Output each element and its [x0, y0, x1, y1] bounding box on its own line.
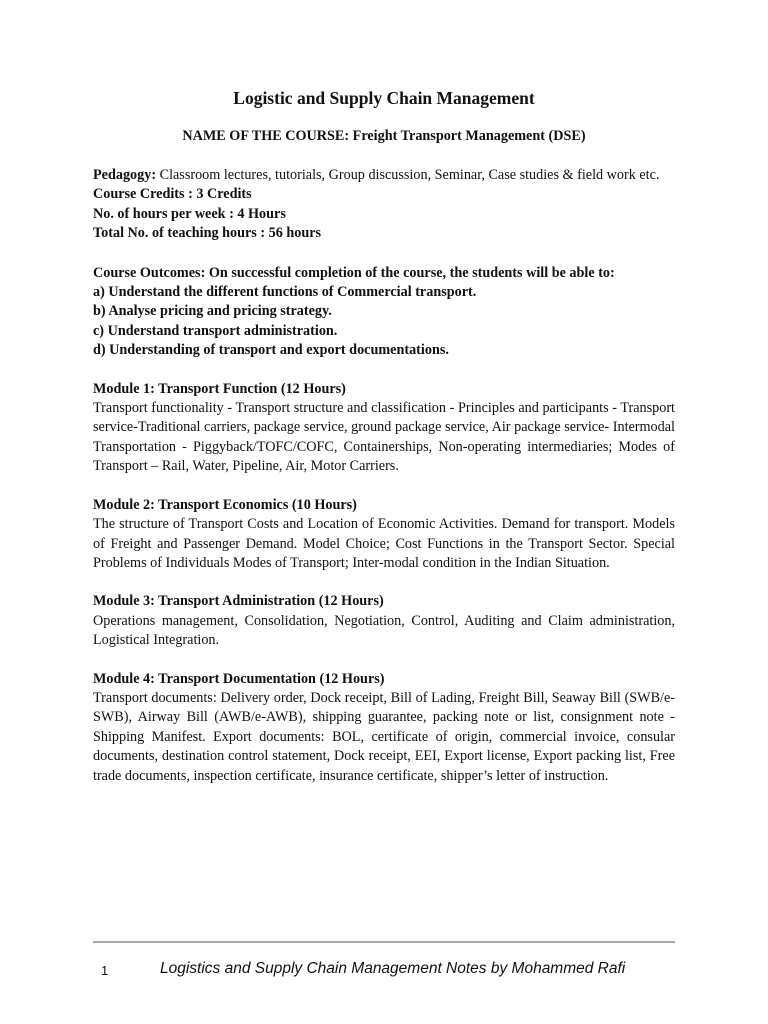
- outcomes-intro: Course Outcomes: On successful completion of the course, the students will be able to:: [93, 264, 615, 281]
- module-3: [93, 592, 675, 650]
- footer-text: Logistics and Supply Chain Management Notes by Mohammed Rafi: [160, 960, 626, 977]
- course-info: [93, 166, 675, 244]
- module-title: Module 1: Transport Function (12 Hours): [93, 380, 346, 397]
- module-title: Module 4: Transport Documentation (12 Hours): [93, 670, 385, 687]
- course-credits: Course Credits : 3 Credits: [93, 186, 252, 203]
- course-outcomes: [93, 264, 675, 361]
- outcome-item: c) Understand transport administration.: [93, 322, 338, 339]
- module-1: [93, 380, 675, 477]
- page-number: 1: [101, 963, 109, 978]
- footer-divider: [93, 941, 675, 943]
- module-body: Operations management, Consolidation, Negotiation, Control, Auditing and Claim administration, Logistical Integration.: [93, 612, 675, 649]
- module-body: The structure of Transport Costs and Location of Economic Activities. Demand for transport. Models of Freight and Passenger Demand. Model Choice; Cost Functions in the Transport Sector. Special Problems of Individuals Modes of Transport; Inter-modal condition in the Indian Situation.: [93, 516, 675, 571]
- module-2: [93, 496, 675, 574]
- pedagogy-text: Classroom lectures, tutorials, Group discussion, Seminar, Case studies & field work etc.: [156, 167, 660, 183]
- document-title: Logistic and Supply Chain Management: [233, 88, 535, 108]
- module-title: Module 2: Transport Economics (10 Hours): [93, 496, 357, 513]
- module-4: [93, 670, 675, 786]
- module-title: Module 3: Transport Administration (12 Hours): [93, 593, 384, 610]
- course-name: NAME OF THE COURSE: Freight Transport Management (DSE): [182, 128, 586, 144]
- hours-per-week: No. of hours per week : 4 Hours: [93, 205, 286, 222]
- module-body: Transport functionality - Transport structure and classification - Principles and participants - Transport service-Traditional carriers, package service, ground package service, Air package service- Intermodal Transportation - Piggyback/TOFC/COFC, Containerships, Non-operating intermediaries; Modes of Transport – Rail, Water, Pipeline, Air, Motor Carriers.: [93, 400, 675, 475]
- page-content: [93, 86, 675, 786]
- outcome-item: d) Understanding of transport and export documentations.: [93, 342, 449, 359]
- module-body: Transport documents: Delivery order, Dock receipt, Bill of Lading, Freight Bill, Seaway Bill (SWB/e-SWB), Airway Bill (AWB/e-AWB), shipping guarantee, packing note or list, consignment note - Shipping Manifest. Export documents: BOL, certificate of origin, commercial invoice, consular documents, destination control statement, Dock receipt, EEI, Export license, Export packing list, Free trade documents, inspection certificate, insurance certificate, shipper’s letter of instruction.: [93, 689, 675, 784]
- total-teaching-hours: Total No. of teaching hours : 56 hours: [93, 225, 322, 242]
- pedagogy: [93, 166, 675, 185]
- outcome-item: a) Understand the different functions of Commercial transport.: [93, 284, 477, 301]
- pedagogy-label: Pedagogy:: [93, 167, 157, 183]
- outcome-item: b) Analyse pricing and pricing strategy.: [93, 303, 332, 320]
